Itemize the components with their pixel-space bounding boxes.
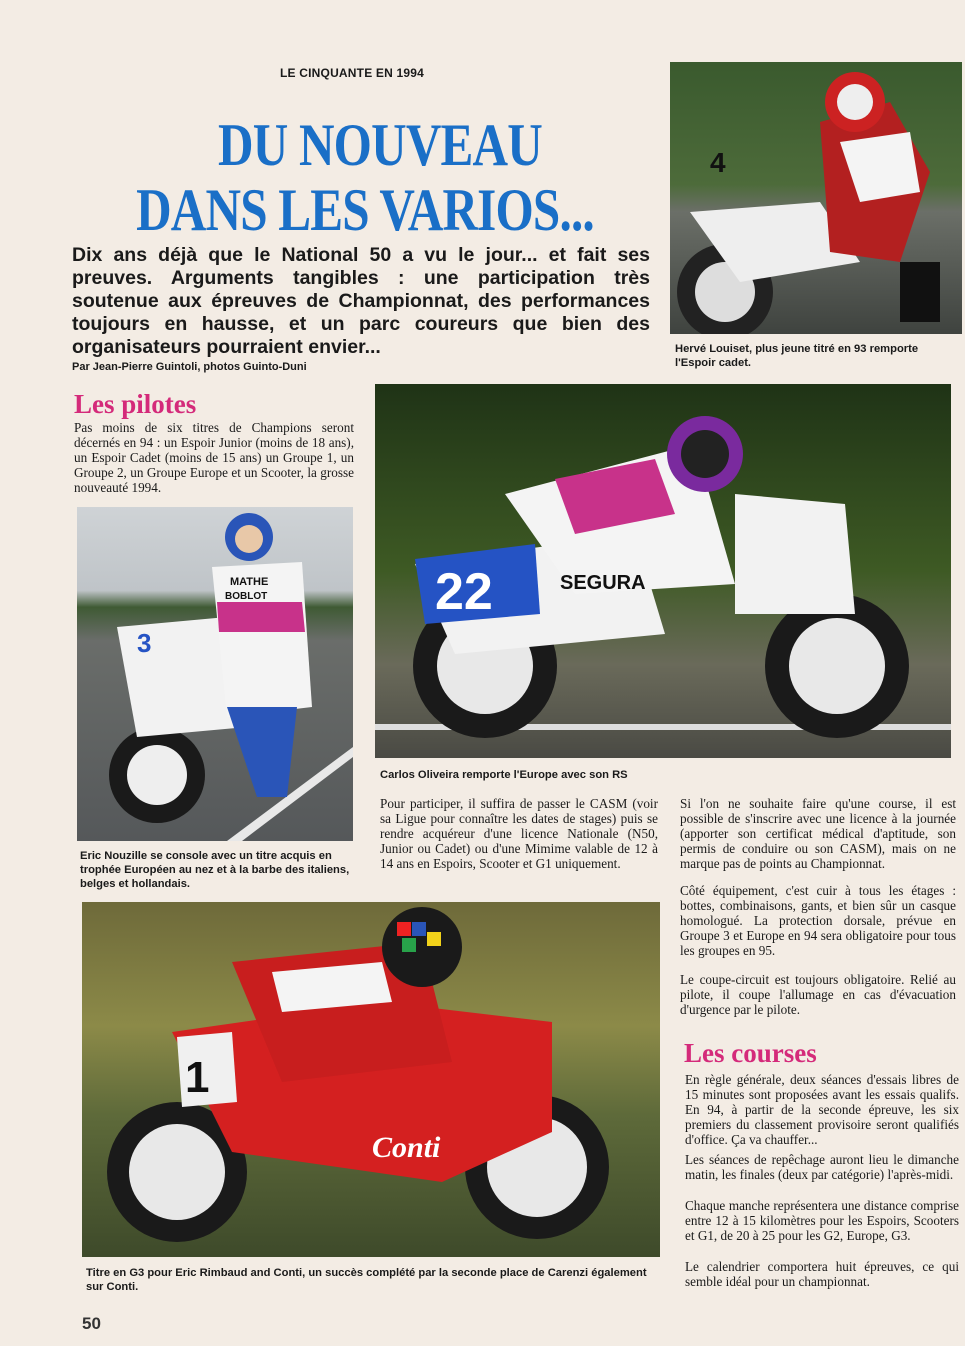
photo-eric-rimbaud bbox=[82, 902, 660, 1257]
sponsor-eric-n: BOBLOT bbox=[225, 591, 268, 602]
sponsor-carlos: SEGURA bbox=[560, 572, 646, 594]
photo-carlos-oliveira bbox=[375, 384, 951, 758]
courses-paragraph-4: Le calendrier comportera huit épreuves, ce qui semble idéal pour un championnat. bbox=[685, 1259, 959, 1289]
bike-number-herve: 4 bbox=[710, 147, 726, 178]
sponsor-eric-r: Conti bbox=[372, 1131, 441, 1164]
courses-paragraph-2: Les séances de repêchage auront lieu le dimanche matin, les finales (deux par catégorie) l'après-midi. bbox=[685, 1152, 959, 1182]
caption-eric-rimbaud: Titre en G3 pour Eric Rimbaud and Conti, un succès complété par la seconde place de Carenzi également sur Conti. bbox=[86, 1267, 647, 1293]
section-heading-courses: Les courses bbox=[684, 1038, 817, 1068]
pilotes-course-paragraph: Si l'on ne souhaite faire qu'une course, il est possible de s'inscrire avec une licence à la journée (apporter son certificat médical d'aptitude, son permis de conduire ou son CASM), mais on ne marque pas de points au Championnat. bbox=[680, 796, 956, 871]
pilotes-casm-paragraph: Pour participer, il suffira de passer le CASM (voir sa Ligue pour connaître les dates de stages) puis se rendre acquéreur d'une licence Nationale (N50, Junior ou Cadet) ou d'une Mimime valable de 12 à 14 ans en Espoirs, Scooter et G1 uniquement. bbox=[380, 796, 658, 871]
suit-name-eric-n: MATHE bbox=[230, 576, 269, 588]
bike-number-eric-r: 1 bbox=[185, 1053, 210, 1102]
caption-carlos: Carlos Oliveira remporte l'Europe avec son RS bbox=[380, 769, 628, 781]
headline-line-1: DU NOUVEAU bbox=[218, 112, 542, 178]
pilotes-equipement-paragraph: Côté équipement, c'est cuir à tous les étages : bottes, combinaisons, gants, et bien sûr un casque homologué. La protection dorsale, prévue en Groupe 3 et Europe en 94 sera obligatoire pour tous les groupes en 95. bbox=[680, 883, 956, 958]
bike-number-eric-n: 3 bbox=[137, 628, 152, 658]
section-heading-pilotes: Les pilotes bbox=[74, 389, 197, 419]
photo-herve-louiset bbox=[670, 62, 962, 334]
byline: Par Jean-Pierre Guintoli, photos Guinto-Duni bbox=[72, 361, 307, 373]
page-number: 50 bbox=[82, 1314, 101, 1333]
photo-eric-nouzille bbox=[77, 507, 353, 841]
courses-paragraph-3: Chaque manche représentera une distance comprise entre 12 à 15 kilomètres pour les Espoirs, Scooters et G1, de 20 à 25 pour les G2, Europe, G3. bbox=[685, 1198, 959, 1243]
courses-paragraph-1: En règle générale, deux séances d'essais libres de 15 minutes sont proposées avant les essais qualifs. En 94, à partir de la seconde épreuve, les six premiers du classement provisoire seront qualifiés d'office. Ça va chauffer... bbox=[685, 1072, 959, 1147]
lead-paragraph: Dix ans déjà que le National 50 a vu le jour... et fait ses preuves. Arguments tangibles : une participation très soutenue aux épreuves de Championnat, des performances toujours en hausse, et un parc coureurs que bien des organisateurs pourraient envier... bbox=[72, 244, 650, 358]
headline-line-2: DANS LES VARIOS... bbox=[136, 177, 594, 243]
caption-herve: Hervé Louiset, plus jeune titré en 93 remporte l'Espoir cadet. bbox=[675, 343, 919, 369]
caption-eric-nouzille: Eric Nouzille se console avec un titre acquis en trophée Européen au nez et à la barbe des italiens, belges et hollandais. bbox=[80, 850, 350, 890]
bike-number-carlos: 22 bbox=[435, 563, 493, 621]
pilotes-intro: Pas moins de six titres de Champions seront décernés en 94 : un Espoir Junior (moins de 18 ans), un Espoir Cadet (moins de 15 ans) un Groupe 1, un Groupe 2, un Groupe Europe et un Scooter, la grosse nouveauté 1994. bbox=[74, 420, 354, 495]
kicker: LE CINQUANTE EN 1994 bbox=[280, 66, 425, 80]
pilotes-coupe-circuit-paragraph: Le coupe-circuit est toujours obligatoire. Relié au pilote, il coupe l'allumage en cas d'évacuation d'urgence par le pilote. bbox=[680, 972, 956, 1017]
